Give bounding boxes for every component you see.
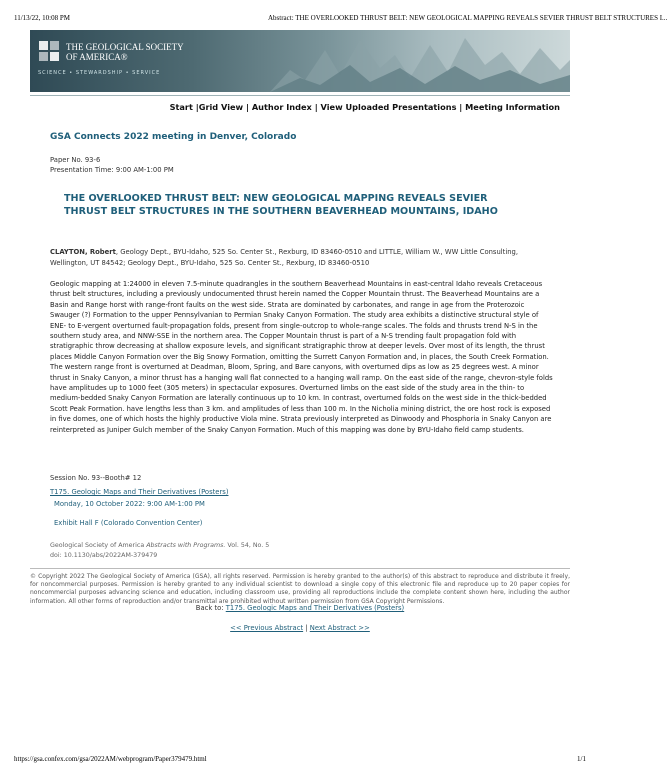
nav-uploaded-presentations-link[interactable]: View Uploaded Presentations: [320, 102, 457, 112]
next-abstract-link[interactable]: Next Abstract >>: [309, 624, 370, 632]
abstract-body: Geologic mapping at 1:24000 in eleven 7.5-minute quadrangles in the southern Beaverhead Mountains in east-central Idaho reveals Cretaceous thrust belt structures, including a previously undocumented thrust herein named the Copper Mountain thrust. The Beaverhead Mountains are a Basin and Range horst with range-front faults on the west side. Strata are dominated by carbonates, and range in age from the Proterozoic Swauger (?) Formation to the upper Pennsylvanian to Permian Snaky Canyon Formation. The study area exhibits a distinctive structural style of ENE- to E-vergent overturned fault-propagation folds, present from single-outcrop to whole-range scales. The folds and thrusts trend N-S in the southern study area, and NNW-SSE in the northern area. The Copper Mountain thrust is part of a N-S trending fault propagation fold with stratigraphic throw decreasing at shallow exposure levels, and significant stratigraphic throw at deeper levels. Over most of its length, the thrust places Middle Canyon Formation over the Big Snowy Formation, omitting the Surrett Canyon Formation and, in places, the South Creek Formation. The western range front is overturned at Deadman, Bloom, Spring, and Bare canyons, with overturned dips as low as 25 degrees west. A minor thrust in Snaky Canyon, a minor thrust has a hanging wall flat connected to a hanging wall ramp. On the east side of the range, chevron-style folds have amplitudes up to 1000 feet (305 meters) in spectacular exposures. Overturned limbs on the east side of the study area in the thin- to medium-bedded Snaky Canyon Formation are laterally continuous up to 10 km. In contrast, overturned folds on the west side in the thick-bedded Scott Peak Formation. have lengths less than 3 km. and amplitudes of less than 100 m. In the Nicholia mining district, the ore host rock is exposed in five domes, one of which hosts the highly productive Viola mine. Strata previously interpreted as Dinwoody and Phosphoria in Snaky Canyon are reinterpreted as Juniper Gulch member of the Snaky Canyon Formation. Much of this mapping was done by BYU-Idaho field camp students.: [50, 280, 553, 434]
print-page-title: Abstract: THE OVERLOOKED THRUST BELT: NEW GEOLOGICAL MAPPING REVEALS SEVIER THRUST BELT STRUCTURES I...: [268, 14, 667, 22]
citation-volume: Vol. 54, No. 5: [225, 542, 270, 549]
pagination-separator: |: [303, 624, 310, 632]
nav-meeting-information-link[interactable]: Meeting Information: [465, 102, 560, 112]
print-footer-page: 1/1: [577, 755, 586, 763]
author-list: [50, 247, 555, 269]
citation-prefix: Geological Society of America: [50, 542, 147, 549]
print-footer-url: https://gsa.confex.com/gsa/2022AM/webprogram/Paper379479.html: [14, 755, 207, 763]
citation: [50, 541, 269, 560]
session-datetime: Monday, 10 October 2022: 9:00 AM-1:00 PM: [54, 500, 205, 508]
author-affiliations: , Geology Dept., BYU-Idaho, 525 So. Center St., Rexburg, ID 83460-0510 and LITTLE, William W., WW Little Consulting, Wellington, UT 84542; Geology Dept., BYU-Idaho, 525 So. Center St., Rexburg, ID 83460-0510: [50, 248, 518, 267]
print-datetime: 11/13/22, 10:08 PM: [14, 14, 70, 22]
session-number: Session No. 93--Booth# 12: [50, 474, 142, 482]
session-link[interactable]: T175. Geologic Maps and Their Derivatives (Posters): [50, 488, 229, 496]
citation-doi: doi: 10.1130/abs/2022AM-379479: [50, 551, 158, 559]
mountain-landscape-image: [270, 30, 570, 92]
copyright-notice: © Copyright 2022 The Geological Society of America (GSA), all rights reserved. Permission is hereby granted to the author(s) of this abstract to reproduce and distribute it freely, for noncommercial purposes. Permission is hereby granted to any individual scientist to download a single copy of this electronic file and reproduce up to 20 paper copies for noncommercial purposes advancing science and education, including classroom use, providing all reproductions include the complete content shown here, including the author information. All other forms of reproduction and/or transmittal are prohibited without written permission from GSA Copyright Permissions.: [30, 568, 570, 613]
citation-journal-line: [50, 541, 269, 551]
previous-abstract-link[interactable]: << Previous Abstract: [230, 624, 304, 632]
nav-links: Start |Grid View | Author Index | View Uploaded Presentations | Meeting Information: [169, 102, 560, 112]
nav-grid-view-link[interactable]: Grid View: [198, 102, 244, 112]
top-navigation: [30, 95, 570, 118]
gsa-org-name: [66, 42, 186, 62]
back-to-session: [30, 604, 570, 612]
paper-number: Paper No. 93-6: [50, 156, 101, 164]
abstract-pagination: [30, 624, 570, 632]
back-to-label: Back to:: [195, 604, 226, 612]
back-to-session-link[interactable]: T175. Geologic Maps and Their Derivatives (Posters): [225, 604, 405, 612]
nav-start-link[interactable]: Start: [169, 102, 193, 112]
org-line-1: THE GEOLOGICAL SOCIETY: [66, 42, 184, 52]
presentation-time: Presentation Time: 9:00 AM-1:00 PM: [50, 166, 174, 174]
meeting-heading: GSA Connects 2022 meeting in Denver, Colorado: [50, 132, 297, 142]
citation-journal: Abstracts with Programs.: [146, 542, 226, 549]
gsa-tagline: SCIENCE • STEWARDSHIP • SERVICE: [38, 70, 161, 76]
gsa-logo-icon: [38, 40, 60, 62]
abstract-title: THE OVERLOOKED THRUST BELT: NEW GEOLOGICAL MAPPING REVEALS SEVIER THRUST BELT STRUCTURES IN THE SOUTHERN BEAVERHEAD MOUNTAINS, IDAHO: [64, 193, 498, 217]
lead-author-name: CLAYTON, Robert: [50, 248, 116, 256]
org-line-2: OF AMERICA®: [66, 52, 128, 62]
gsa-banner: [30, 30, 570, 92]
nav-author-index-link[interactable]: Author Index: [251, 102, 312, 112]
session-location: Exhibit Hall F (Colorado Convention Center): [54, 519, 203, 527]
